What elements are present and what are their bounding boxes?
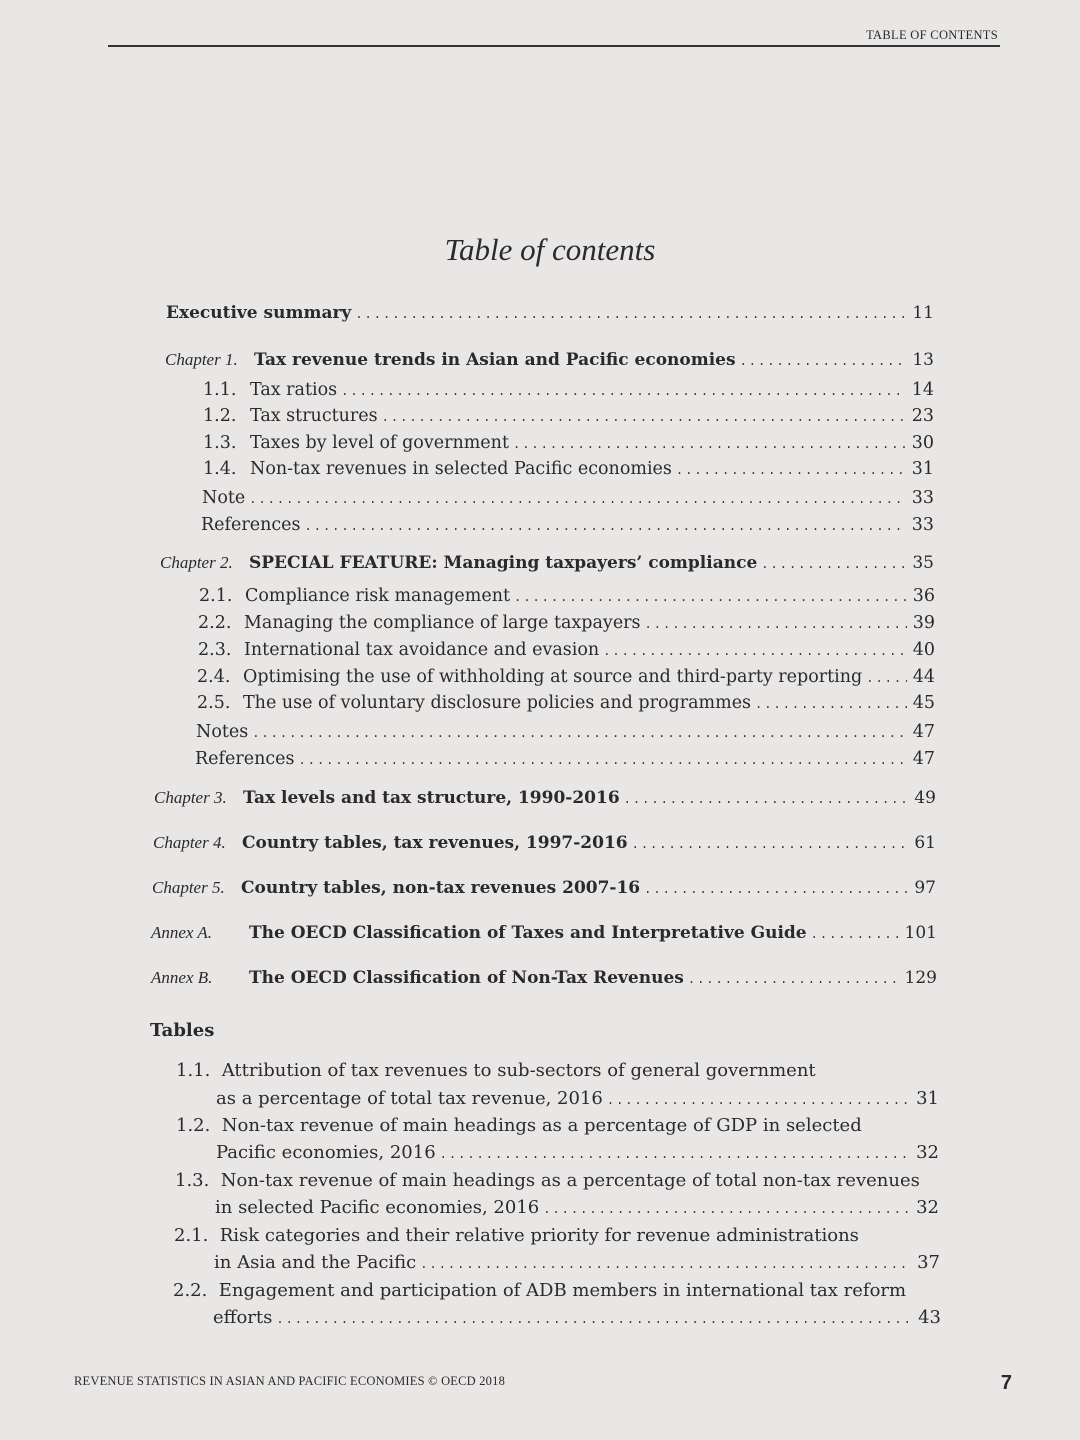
toc-page-number: 129 (904, 968, 937, 988)
toc-section-1-4[interactable] (203, 459, 934, 479)
section-number: 2.5. (197, 693, 231, 713)
dot-leader (382, 410, 906, 424)
dot-leader (276, 1312, 913, 1326)
toc-page-number: 47 (912, 749, 935, 769)
table-entry-1-2[interactable] (176, 1115, 862, 1136)
header-rule (108, 45, 1000, 47)
table-title-line1: Non-tax revenue of main headings as a percentage of GDP in selected (221, 1115, 862, 1136)
dot-leader (676, 463, 906, 477)
dot-leader (624, 792, 908, 806)
table-number: 1.2. (176, 1115, 211, 1136)
dot-leader (514, 590, 907, 604)
table-entry-2-1-continued[interactable] (214, 1252, 940, 1273)
toc-page-number: 23 (911, 406, 934, 426)
footer-page-number: 7 (1000, 1372, 1012, 1394)
dot-leader (632, 837, 908, 851)
toc-page-number: 101 (904, 923, 937, 943)
toc-page-number: 30 (911, 433, 934, 453)
table-entry-1-1[interactable] (176, 1060, 816, 1081)
chapter-label: Chapter 4. (153, 833, 226, 852)
toc-page-number: 61 (914, 833, 936, 853)
chapter-title: SPECIAL FEATURE: Managing taxpayers’ compliance (248, 553, 758, 573)
section-number: 2.4. (197, 667, 231, 687)
table-title-line1: Engagement and participation of ADB members in international tax reform (218, 1280, 907, 1301)
table-title-line2: in Asia and the Pacific (214, 1252, 417, 1273)
footer-publication: REVENUE STATISTICS IN ASIAN AND PACIFIC ECONOMIES © OECD 2018 (74, 1374, 506, 1388)
toc-page-number: 13 (912, 350, 934, 370)
table-title-line1: Non-tax revenue of main headings as a percentage of total non-tax revenues (220, 1170, 920, 1191)
dot-leader (811, 927, 901, 941)
toc-section-1-2[interactable] (203, 406, 934, 426)
section-title: Taxes by level of government (250, 433, 509, 453)
table-title-line1: Attribution of tax revenues to sub-sectors of general government (221, 1060, 816, 1081)
dot-leader (603, 644, 907, 658)
table-number: 1.1. (176, 1060, 211, 1081)
toc-page-number: 49 (914, 788, 936, 808)
table-title-line2: Pacific economies, 2016 (216, 1142, 436, 1163)
toc-chapter-2-references[interactable] (195, 749, 935, 769)
toc-section-2-1[interactable] (199, 586, 935, 606)
annex-title: The OECD Classification of Taxes and Interpretative Guide (249, 923, 807, 943)
table-page-number: 43 (918, 1307, 941, 1328)
toc-section-2-3[interactable] (198, 640, 935, 660)
table-entry-1-3[interactable] (175, 1170, 920, 1191)
dot-leader (355, 307, 906, 321)
dot-leader (688, 972, 901, 986)
chapter-label: Chapter 5. (152, 878, 225, 897)
toc-chapter-1-references[interactable] (201, 515, 934, 535)
section-title: The use of voluntary disclosure policies and programmes (243, 693, 752, 713)
chapter-label: Chapter 1. (165, 350, 238, 369)
toc-chapter-2-notes[interactable] (196, 722, 935, 742)
section-number: 1.3. (203, 433, 237, 453)
section-title: Managing the compliance of large taxpayers (244, 613, 641, 633)
annex-title: The OECD Classification of Non-Tax Revenues (249, 968, 684, 988)
chapter-title: Country tables, non-tax revenues 2007-16 (240, 878, 641, 898)
section-number: 2.3. (198, 640, 232, 660)
toc-chapter-4[interactable] (153, 833, 936, 853)
dot-leader (341, 384, 906, 398)
dot-leader (420, 1257, 912, 1271)
dot-leader (607, 1093, 911, 1107)
chapter-label: Chapter 3. (154, 788, 227, 807)
section-title: Optimising the use of withholding at source and third-party reporting (243, 667, 863, 687)
section-number: 2.1. (199, 586, 233, 606)
table-title-line2: efforts (213, 1307, 273, 1328)
table-entry-1-2-continued[interactable] (216, 1142, 939, 1163)
toc-executive-summary[interactable] (166, 303, 934, 323)
toc-page-number: 33 (911, 488, 934, 508)
toc-section-2-5[interactable] (197, 693, 935, 713)
toc-page-number: 97 (914, 878, 936, 898)
toc-page-number: 35 (912, 553, 934, 573)
page-title: Table of contents (444, 232, 656, 267)
dot-leader (299, 753, 908, 767)
references-label: References (195, 749, 295, 769)
toc-section-1-3[interactable] (203, 433, 934, 453)
section-title: Tax ratios (250, 380, 338, 400)
table-page-number: 32 (916, 1142, 939, 1163)
section-number: 1.1. (203, 380, 237, 400)
toc-section-1-1[interactable] (203, 380, 934, 400)
annex-label: Annex A. (151, 923, 213, 942)
toc-page-number: 39 (912, 613, 935, 633)
toc-page-number: 45 (912, 693, 935, 713)
table-number: 2.2. (173, 1280, 208, 1301)
toc-page-number: 33 (911, 515, 934, 535)
notes-label: Notes (196, 722, 249, 742)
table-title-line2: in selected Pacific economies, 2016 (215, 1197, 540, 1218)
toc-annex-b[interactable] (151, 968, 937, 988)
section-number: 2.2. (198, 613, 232, 633)
note-label: Note (202, 488, 246, 508)
toc-page-number: 14 (911, 380, 934, 400)
table-entry-1-1-continued[interactable] (216, 1088, 939, 1109)
running-header: TABLE OF CONTENTS (866, 28, 998, 42)
tables-heading: Tables (150, 1020, 215, 1041)
dot-leader (252, 726, 907, 740)
section-number: 1.4. (203, 459, 237, 479)
table-title-line1: Risk categories and their relative priority for revenue administrations (219, 1225, 859, 1246)
toc-entry-label: Executive summary (166, 303, 352, 323)
table-entry-2-2-continued[interactable] (213, 1307, 941, 1328)
dot-leader (440, 1147, 911, 1161)
dot-leader (249, 492, 906, 506)
dot-leader (761, 557, 906, 571)
toc-page-number: 47 (912, 722, 935, 742)
toc-chapter-2[interactable] (160, 553, 934, 573)
section-title: Non-tax revenues in selected Pacific economies (250, 459, 672, 479)
section-number: 1.2. (203, 406, 237, 426)
chapter-title: Tax levels and tax structure, 1990-2016 (242, 788, 620, 808)
dot-leader (543, 1202, 911, 1216)
toc-page-number: 36 (912, 586, 935, 606)
toc-chapter-3[interactable] (154, 788, 936, 808)
toc-page-number: 11 (912, 303, 934, 323)
toc-section-2-2[interactable] (198, 613, 935, 633)
dot-leader (645, 617, 907, 631)
references-label: References (201, 515, 301, 535)
dot-leader (644, 882, 908, 896)
table-page-number: 31 (916, 1088, 939, 1109)
table-entry-2-1[interactable] (174, 1225, 859, 1246)
table-number: 1.3. (175, 1170, 210, 1191)
toc-page-number: 40 (912, 640, 935, 660)
chapter-label: Chapter 2. (160, 553, 233, 572)
toc-page-number: 31 (911, 459, 934, 479)
annex-label: Annex B. (151, 968, 213, 987)
table-title-line2: as a percentage of total tax revenue, 2016 (216, 1088, 603, 1109)
section-title: Tax structures (250, 406, 378, 426)
table-page-number: 32 (916, 1197, 939, 1218)
dot-leader (513, 437, 906, 451)
dot-leader (305, 519, 907, 533)
table-number: 2.1. (174, 1225, 209, 1246)
dot-leader (866, 671, 907, 685)
section-title: International tax avoidance and evasion (244, 640, 600, 660)
table-entry-1-3-continued[interactable] (215, 1197, 939, 1218)
dot-leader (755, 697, 907, 711)
table-page-number: 37 (917, 1252, 940, 1273)
chapter-title: Country tables, tax revenues, 1997-2016 (241, 833, 628, 853)
dot-leader (740, 354, 906, 368)
toc-section-2-4[interactable] (197, 667, 935, 687)
chapter-title: Tax revenue trends in Asian and Pacific economies (253, 350, 736, 370)
toc-annex-a[interactable] (151, 923, 937, 943)
toc-chapter-5[interactable] (152, 878, 936, 898)
toc-page-number: 44 (912, 667, 935, 687)
table-entry-2-2[interactable] (173, 1280, 906, 1301)
toc-chapter-1[interactable] (165, 350, 934, 370)
toc-chapter-1-note[interactable] (202, 488, 934, 508)
section-title: Compliance risk management (245, 586, 510, 606)
